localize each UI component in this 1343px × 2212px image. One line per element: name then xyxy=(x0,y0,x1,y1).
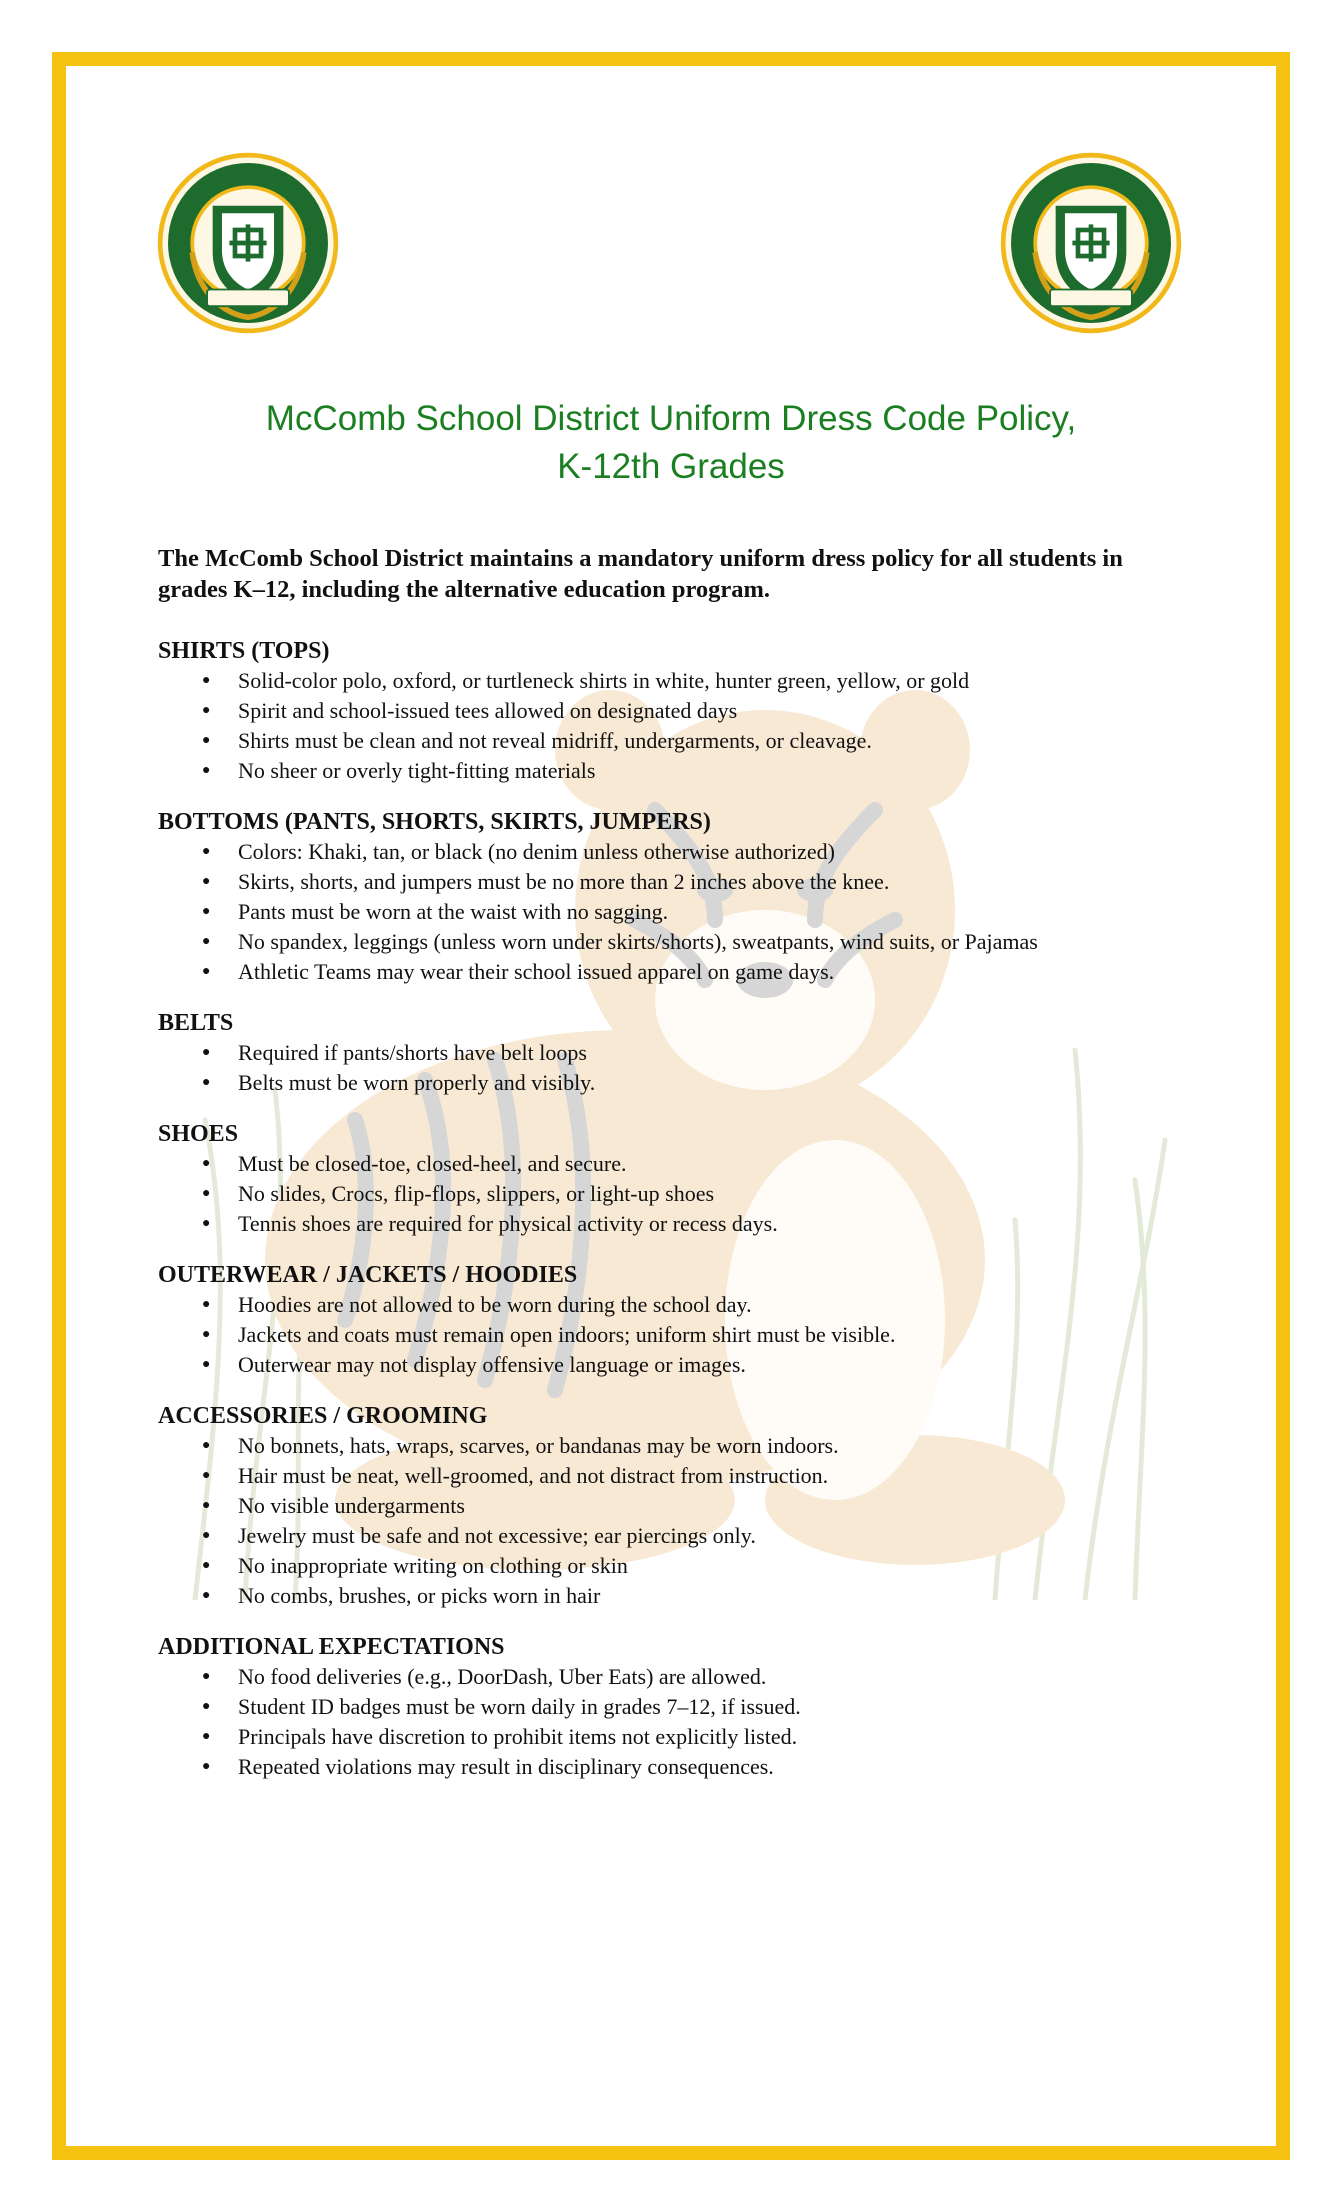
list-item xyxy=(158,897,1158,927)
bullet-icon: ● xyxy=(202,1558,211,1573)
list-item-text: No inappropriate writing on clothing or skin xyxy=(238,1553,628,1578)
district-seal-logo-left xyxy=(155,150,341,336)
bullet-icon: ● xyxy=(202,1075,211,1090)
list-item-text: Skirts, shorts, and jumpers must be no more than 2 inches above the knee. xyxy=(238,869,890,894)
list-item-text: Outerwear may not display offensive language or images. xyxy=(238,1352,746,1377)
policy-sections xyxy=(158,636,1158,1803)
list-item-text: No spandex, leggings (unless worn under skirts/shorts), sweatpants, wind suits, or Pajamas xyxy=(238,929,1038,954)
list-item xyxy=(158,1038,1158,1068)
list-item-text: Spirit and school-issued tees allowed on designated days xyxy=(238,698,738,723)
list-item-text: No combs, brushes, or picks worn in hair xyxy=(238,1583,601,1608)
policy-section xyxy=(158,636,1158,786)
bullet-icon: ● xyxy=(202,964,211,979)
list-item xyxy=(158,1581,1158,1611)
bullet-icon: ● xyxy=(202,1045,211,1060)
list-item xyxy=(158,837,1158,867)
list-item xyxy=(158,1068,1158,1098)
section-heading: BELTS xyxy=(158,1010,234,1036)
list-item xyxy=(158,1521,1158,1551)
list-item-text: Solid-color polo, oxford, or turtleneck shirts in white, hunter green, yellow, or gold xyxy=(238,668,970,693)
list-item-text: No food deliveries (e.g., DoorDash, Uber Eats) are allowed. xyxy=(238,1664,767,1689)
list-item xyxy=(158,726,1158,756)
bullet-icon: ● xyxy=(202,874,211,889)
bullet-icon: ● xyxy=(202,673,211,688)
bullet-icon: ● xyxy=(202,1528,211,1543)
list-item xyxy=(158,1320,1158,1350)
bullet-list xyxy=(158,1431,1158,1611)
section-heading: SHIRTS (TOPS) xyxy=(158,638,330,664)
section-heading: BOTTOMS (PANTS, SHORTS, SKIRTS, JUMPERS) xyxy=(158,809,711,835)
section-heading: OUTERWEAR / JACKETS / HOODIES xyxy=(158,1262,578,1288)
bullet-icon: ● xyxy=(202,844,211,859)
list-item-text: Required if pants/shorts have belt loops xyxy=(238,1040,587,1065)
list-item xyxy=(158,1461,1158,1491)
list-item-text: Must be closed-toe, closed-heel, and secure. xyxy=(238,1151,627,1176)
bullet-icon: ● xyxy=(202,934,211,949)
list-item-text: Athletic Teams may wear their school issued apparel on game days. xyxy=(238,959,835,984)
list-item-text: Belts must be worn properly and visibly. xyxy=(238,1070,596,1095)
bullet-icon: ● xyxy=(202,1729,211,1744)
list-item xyxy=(158,1149,1158,1179)
bullet-list xyxy=(158,837,1158,987)
bullet-icon: ● xyxy=(202,1186,211,1201)
policy-section xyxy=(158,1119,1158,1239)
bullet-list xyxy=(158,1149,1158,1239)
list-item xyxy=(158,1551,1158,1581)
title-line-2: K-12th Grades xyxy=(557,447,785,486)
list-item xyxy=(158,957,1158,987)
bullet-list xyxy=(158,1038,1158,1098)
bullet-icon: ● xyxy=(202,733,211,748)
bullet-icon: ● xyxy=(202,1699,211,1714)
list-item-text: Hair must be neat, well-groomed, and not distract from instruction. xyxy=(238,1463,829,1488)
list-item-text: Shirts must be clean and not reveal midriff, undergarments, or cleavage. xyxy=(238,728,872,753)
list-item xyxy=(158,1491,1158,1521)
list-item xyxy=(158,1662,1158,1692)
section-heading: ACCESSORIES / GROOMING xyxy=(158,1403,488,1429)
page-title xyxy=(52,395,1290,491)
bullet-list xyxy=(158,666,1158,786)
list-item xyxy=(158,666,1158,696)
bullet-icon: ● xyxy=(202,1468,211,1483)
section-heading: SHOES xyxy=(158,1121,239,1147)
bullet-icon: ● xyxy=(202,1156,211,1171)
policy-section xyxy=(158,1401,1158,1611)
section-heading: ADDITIONAL EXPECTATIONS xyxy=(158,1634,505,1660)
list-item-text: No slides, Crocs, flip-flops, slippers, or light-up shoes xyxy=(238,1181,715,1206)
bullet-icon: ● xyxy=(202,1297,211,1312)
list-item-text: No visible undergarments xyxy=(238,1493,465,1518)
bullet-icon: ● xyxy=(202,703,211,718)
list-item-text: Pants must be worn at the waist with no sagging. xyxy=(238,899,669,924)
policy-section xyxy=(158,1008,1158,1098)
bullet-icon: ● xyxy=(202,1759,211,1774)
list-item-text: Hoodies are not allowed to be worn during the school day. xyxy=(238,1292,752,1317)
list-item xyxy=(158,927,1158,957)
list-item-text: Student ID badges must be worn daily in grades 7–12, if issued. xyxy=(238,1694,801,1719)
policy-section xyxy=(158,1632,1158,1782)
bullet-icon: ● xyxy=(202,1669,211,1684)
bullet-icon: ● xyxy=(202,1588,211,1603)
list-item xyxy=(158,1752,1158,1782)
list-item-text: Colors: Khaki, tan, or black (no denim unless otherwise authorized) xyxy=(238,839,835,864)
list-item xyxy=(158,1179,1158,1209)
bullet-icon: ● xyxy=(202,904,211,919)
list-item-text: Jackets and coats must remain open indoors; uniform shirt must be visible. xyxy=(238,1322,896,1347)
list-item-text: Tennis shoes are required for physical activity or recess days. xyxy=(238,1211,778,1236)
policy-section xyxy=(158,807,1158,987)
list-item xyxy=(158,1290,1158,1320)
list-item xyxy=(158,1209,1158,1239)
bullet-icon: ● xyxy=(202,1357,211,1372)
bullet-list xyxy=(158,1290,1158,1380)
list-item xyxy=(158,867,1158,897)
list-item xyxy=(158,756,1158,786)
list-item xyxy=(158,1722,1158,1752)
list-item xyxy=(158,696,1158,726)
list-item xyxy=(158,1350,1158,1380)
bullet-icon: ● xyxy=(202,1438,211,1453)
list-item-text: Repeated violations may result in disciplinary consequences. xyxy=(238,1754,774,1779)
list-item-text: No sheer or overly tight-fitting materials xyxy=(238,758,596,783)
policy-section xyxy=(158,1260,1158,1380)
district-seal-logo-right xyxy=(998,150,1184,336)
bullet-icon: ● xyxy=(202,1327,211,1342)
intro-paragraph: The McComb School District maintains a mandatory uniform dress policy for all students in grades K–12, including the alternative education program. xyxy=(158,545,1123,603)
bullet-icon: ● xyxy=(202,1216,211,1231)
title-line-1: McComb School District Uniform Dress Code Policy, xyxy=(265,399,1077,438)
bullet-list xyxy=(158,1662,1158,1782)
bullet-icon: ● xyxy=(202,763,211,778)
list-item xyxy=(158,1692,1158,1722)
list-item-text: No bonnets, hats, wraps, scarves, or bandanas may be worn indoors. xyxy=(238,1433,839,1458)
list-item xyxy=(158,1431,1158,1461)
list-item-text: Jewelry must be safe and not excessive; ear piercings only. xyxy=(238,1523,756,1548)
list-item-text: Principals have discretion to prohibit items not explicitly listed. xyxy=(238,1724,798,1749)
bullet-icon: ● xyxy=(202,1498,211,1513)
